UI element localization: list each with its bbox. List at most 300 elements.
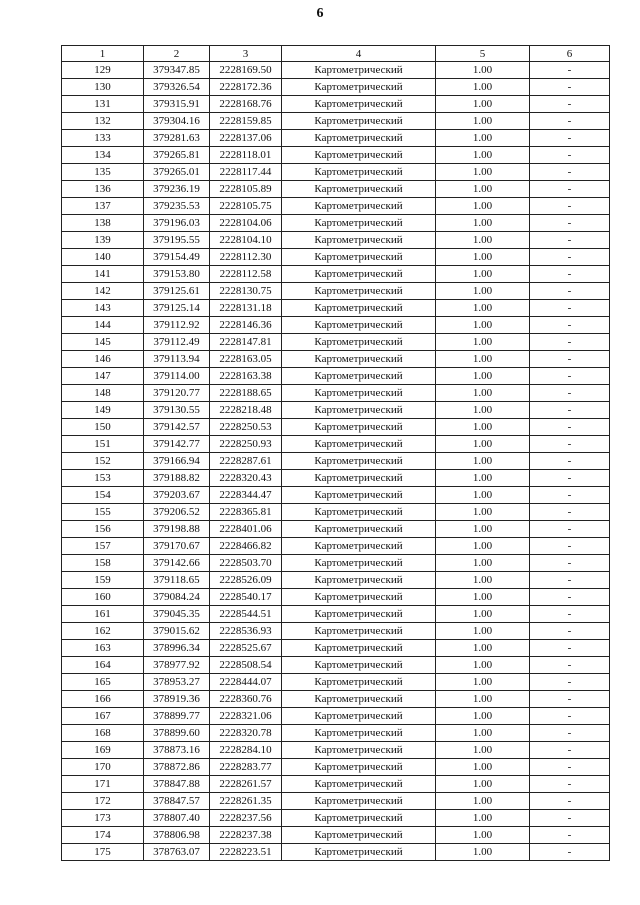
cell-accuracy: 1.00 bbox=[436, 572, 530, 589]
cell-description: - bbox=[530, 640, 610, 657]
cell-y: 2228104.06 bbox=[210, 215, 282, 232]
cell-point-number: 145 bbox=[62, 334, 144, 351]
cell-y: 2228168.76 bbox=[210, 96, 282, 113]
cell-method: Картометрический bbox=[282, 844, 436, 861]
cell-accuracy: 1.00 bbox=[436, 623, 530, 640]
cell-method: Картометрический bbox=[282, 759, 436, 776]
cell-description: - bbox=[530, 453, 610, 470]
cell-accuracy: 1.00 bbox=[436, 776, 530, 793]
cell-accuracy: 1.00 bbox=[436, 368, 530, 385]
cell-point-number: 162 bbox=[62, 623, 144, 640]
cell-accuracy: 1.00 bbox=[436, 589, 530, 606]
cell-accuracy: 1.00 bbox=[436, 742, 530, 759]
cell-method: Картометрический bbox=[282, 436, 436, 453]
cell-method: Картометрический bbox=[282, 351, 436, 368]
table-row bbox=[62, 827, 610, 844]
cell-point-number: 154 bbox=[62, 487, 144, 504]
table-row bbox=[62, 317, 610, 334]
cell-y: 2228250.93 bbox=[210, 436, 282, 453]
cell-point-number: 172 bbox=[62, 793, 144, 810]
table-row bbox=[62, 266, 610, 283]
cell-y: 2228283.77 bbox=[210, 759, 282, 776]
cell-method: Картометрический bbox=[282, 402, 436, 419]
table-row bbox=[62, 470, 610, 487]
cell-point-number: 143 bbox=[62, 300, 144, 317]
cell-method: Картометрический bbox=[282, 504, 436, 521]
table-row bbox=[62, 283, 610, 300]
cell-description: - bbox=[530, 844, 610, 861]
cell-method: Картометрический bbox=[282, 606, 436, 623]
cell-x: 379045.35 bbox=[144, 606, 210, 623]
cell-description: - bbox=[530, 317, 610, 334]
cell-description: - bbox=[530, 504, 610, 521]
cell-y: 2228261.35 bbox=[210, 793, 282, 810]
cell-method: Картометрический bbox=[282, 266, 436, 283]
cell-accuracy: 1.00 bbox=[436, 334, 530, 351]
cell-accuracy: 1.00 bbox=[436, 113, 530, 130]
cell-accuracy: 1.00 bbox=[436, 691, 530, 708]
cell-accuracy: 1.00 bbox=[436, 198, 530, 215]
cell-x: 378807.40 bbox=[144, 810, 210, 827]
cell-accuracy: 1.00 bbox=[436, 79, 530, 96]
cell-point-number: 138 bbox=[62, 215, 144, 232]
cell-x: 379206.52 bbox=[144, 504, 210, 521]
cell-description: - bbox=[530, 283, 610, 300]
table-row bbox=[62, 300, 610, 317]
cell-x: 379125.61 bbox=[144, 283, 210, 300]
cell-point-number: 175 bbox=[62, 844, 144, 861]
cell-point-number: 174 bbox=[62, 827, 144, 844]
cell-y: 2228344.47 bbox=[210, 487, 282, 504]
coordinates-table bbox=[61, 45, 610, 861]
cell-description: - bbox=[530, 572, 610, 589]
cell-method: Картометрический bbox=[282, 113, 436, 130]
cell-point-number: 131 bbox=[62, 96, 144, 113]
table-row bbox=[62, 538, 610, 555]
cell-point-number: 146 bbox=[62, 351, 144, 368]
cell-x: 379315.91 bbox=[144, 96, 210, 113]
cell-method: Картометрический bbox=[282, 300, 436, 317]
cell-method: Картометрический bbox=[282, 368, 436, 385]
cell-x: 379015.62 bbox=[144, 623, 210, 640]
cell-description: - bbox=[530, 589, 610, 606]
table-row bbox=[62, 402, 610, 419]
table-row bbox=[62, 555, 610, 572]
cell-y: 2228188.65 bbox=[210, 385, 282, 402]
cell-description: - bbox=[530, 759, 610, 776]
table-row bbox=[62, 759, 610, 776]
cell-method: Картометрический bbox=[282, 487, 436, 504]
cell-method: Картометрический bbox=[282, 538, 436, 555]
cell-accuracy: 1.00 bbox=[436, 317, 530, 334]
cell-x: 379188.82 bbox=[144, 470, 210, 487]
table-row bbox=[62, 164, 610, 181]
cell-method: Картометрический bbox=[282, 130, 436, 147]
cell-point-number: 158 bbox=[62, 555, 144, 572]
table-row bbox=[62, 62, 610, 79]
cell-x: 379118.65 bbox=[144, 572, 210, 589]
table-row bbox=[62, 572, 610, 589]
cell-point-number: 171 bbox=[62, 776, 144, 793]
cell-y: 2228544.51 bbox=[210, 606, 282, 623]
cell-point-number: 141 bbox=[62, 266, 144, 283]
cell-y: 2228112.58 bbox=[210, 266, 282, 283]
cell-x: 378919.36 bbox=[144, 691, 210, 708]
cell-method: Картометрический bbox=[282, 776, 436, 793]
cell-description: - bbox=[530, 249, 610, 266]
cell-y: 2228508.54 bbox=[210, 657, 282, 674]
cell-accuracy: 1.00 bbox=[436, 300, 530, 317]
cell-description: - bbox=[530, 487, 610, 504]
cell-accuracy: 1.00 bbox=[436, 504, 530, 521]
cell-y: 2228159.85 bbox=[210, 113, 282, 130]
cell-method: Картометрический bbox=[282, 147, 436, 164]
cell-y: 2228525.67 bbox=[210, 640, 282, 657]
cell-point-number: 142 bbox=[62, 283, 144, 300]
cell-x: 379196.03 bbox=[144, 215, 210, 232]
cell-x: 378977.92 bbox=[144, 657, 210, 674]
cell-method: Картометрический bbox=[282, 215, 436, 232]
table-header bbox=[62, 46, 610, 62]
cell-y: 2228466.82 bbox=[210, 538, 282, 555]
cell-point-number: 148 bbox=[62, 385, 144, 402]
cell-x: 379113.94 bbox=[144, 351, 210, 368]
cell-y: 2228112.30 bbox=[210, 249, 282, 266]
cell-method: Картометрический bbox=[282, 385, 436, 402]
cell-method: Картометрический bbox=[282, 96, 436, 113]
cell-method: Картометрический bbox=[282, 334, 436, 351]
cell-method: Картометрический bbox=[282, 419, 436, 436]
cell-y: 2228401.06 bbox=[210, 521, 282, 538]
cell-method: Картометрический bbox=[282, 555, 436, 572]
cell-x: 379198.88 bbox=[144, 521, 210, 538]
table-row bbox=[62, 691, 610, 708]
cell-accuracy: 1.00 bbox=[436, 657, 530, 674]
column-header-y: 3 bbox=[210, 46, 282, 62]
cell-method: Картометрический bbox=[282, 623, 436, 640]
cell-accuracy: 1.00 bbox=[436, 606, 530, 623]
table-row bbox=[62, 232, 610, 249]
cell-accuracy: 1.00 bbox=[436, 402, 530, 419]
cell-point-number: 144 bbox=[62, 317, 144, 334]
cell-description: - bbox=[530, 810, 610, 827]
cell-accuracy: 1.00 bbox=[436, 232, 530, 249]
cell-point-number: 168 bbox=[62, 725, 144, 742]
cell-accuracy: 1.00 bbox=[436, 759, 530, 776]
cell-method: Картометрический bbox=[282, 725, 436, 742]
cell-method: Картометрический bbox=[282, 249, 436, 266]
column-header-x: 2 bbox=[144, 46, 210, 62]
cell-point-number: 140 bbox=[62, 249, 144, 266]
cell-method: Картометрический bbox=[282, 470, 436, 487]
cell-x: 379114.00 bbox=[144, 368, 210, 385]
cell-description: - bbox=[530, 623, 610, 640]
cell-description: - bbox=[530, 776, 610, 793]
table-row bbox=[62, 708, 610, 725]
cell-method: Картометрический bbox=[282, 793, 436, 810]
cell-point-number: 159 bbox=[62, 572, 144, 589]
cell-description: - bbox=[530, 674, 610, 691]
table-row bbox=[62, 198, 610, 215]
cell-x: 379112.92 bbox=[144, 317, 210, 334]
cell-x: 379112.49 bbox=[144, 334, 210, 351]
cell-description: - bbox=[530, 266, 610, 283]
cell-point-number: 170 bbox=[62, 759, 144, 776]
cell-point-number: 163 bbox=[62, 640, 144, 657]
cell-method: Картометрический bbox=[282, 657, 436, 674]
cell-accuracy: 1.00 bbox=[436, 538, 530, 555]
cell-description: - bbox=[530, 147, 610, 164]
cell-method: Картометрический bbox=[282, 572, 436, 589]
cell-description: - bbox=[530, 793, 610, 810]
cell-y: 2228131.18 bbox=[210, 300, 282, 317]
cell-y: 2228321.06 bbox=[210, 708, 282, 725]
cell-point-number: 130 bbox=[62, 79, 144, 96]
table-row bbox=[62, 487, 610, 504]
table-row bbox=[62, 640, 610, 657]
page-number: 6 bbox=[316, 6, 324, 21]
cell-description: - bbox=[530, 606, 610, 623]
cell-accuracy: 1.00 bbox=[436, 130, 530, 147]
cell-x: 379166.94 bbox=[144, 453, 210, 470]
cell-description: - bbox=[530, 742, 610, 759]
cell-method: Картометрический bbox=[282, 317, 436, 334]
cell-y: 2228250.53 bbox=[210, 419, 282, 436]
cell-point-number: 156 bbox=[62, 521, 144, 538]
table-row bbox=[62, 589, 610, 606]
cell-point-number: 173 bbox=[62, 810, 144, 827]
cell-x: 378872.86 bbox=[144, 759, 210, 776]
table-row bbox=[62, 436, 610, 453]
table-row bbox=[62, 776, 610, 793]
cell-x: 379120.77 bbox=[144, 385, 210, 402]
cell-x: 379326.54 bbox=[144, 79, 210, 96]
cell-y: 2228223.51 bbox=[210, 844, 282, 861]
cell-description: - bbox=[530, 657, 610, 674]
cell-x: 378847.57 bbox=[144, 793, 210, 810]
cell-y: 2228117.44 bbox=[210, 164, 282, 181]
cell-method: Картометрический bbox=[282, 640, 436, 657]
cell-y: 2228172.36 bbox=[210, 79, 282, 96]
table-row bbox=[62, 334, 610, 351]
cell-accuracy: 1.00 bbox=[436, 708, 530, 725]
cell-point-number: 164 bbox=[62, 657, 144, 674]
cell-point-number: 161 bbox=[62, 606, 144, 623]
cell-x: 379142.57 bbox=[144, 419, 210, 436]
cell-x: 379304.16 bbox=[144, 113, 210, 130]
table-row bbox=[62, 657, 610, 674]
cell-description: - bbox=[530, 419, 610, 436]
cell-x: 379170.67 bbox=[144, 538, 210, 555]
table-row bbox=[62, 96, 610, 113]
cell-x: 379281.63 bbox=[144, 130, 210, 147]
cell-method: Картометрический bbox=[282, 589, 436, 606]
cell-description: - bbox=[530, 215, 610, 232]
table-row bbox=[62, 674, 610, 691]
cell-x: 378953.27 bbox=[144, 674, 210, 691]
cell-description: - bbox=[530, 164, 610, 181]
table-row bbox=[62, 385, 610, 402]
cell-y: 2228218.48 bbox=[210, 402, 282, 419]
cell-accuracy: 1.00 bbox=[436, 555, 530, 572]
cell-y: 2228320.78 bbox=[210, 725, 282, 742]
cell-description: - bbox=[530, 368, 610, 385]
table-row bbox=[62, 130, 610, 147]
column-header-description: 6 bbox=[530, 46, 610, 62]
table-row bbox=[62, 351, 610, 368]
cell-method: Картометрический bbox=[282, 521, 436, 538]
cell-method: Картометрический bbox=[282, 708, 436, 725]
cell-y: 2228130.75 bbox=[210, 283, 282, 300]
cell-x: 379265.01 bbox=[144, 164, 210, 181]
cell-point-number: 150 bbox=[62, 419, 144, 436]
cell-y: 2228320.43 bbox=[210, 470, 282, 487]
cell-method: Картометрический bbox=[282, 827, 436, 844]
cell-x: 378873.16 bbox=[144, 742, 210, 759]
cell-description: - bbox=[530, 708, 610, 725]
cell-point-number: 134 bbox=[62, 147, 144, 164]
table-row bbox=[62, 504, 610, 521]
cell-method: Картометрический bbox=[282, 742, 436, 759]
cell-y: 2228360.76 bbox=[210, 691, 282, 708]
cell-y: 2228237.38 bbox=[210, 827, 282, 844]
table-row bbox=[62, 606, 610, 623]
cell-method: Картометрический bbox=[282, 691, 436, 708]
cell-accuracy: 1.00 bbox=[436, 164, 530, 181]
cell-y: 2228104.10 bbox=[210, 232, 282, 249]
cell-y: 2228137.06 bbox=[210, 130, 282, 147]
cell-point-number: 152 bbox=[62, 453, 144, 470]
cell-x: 378763.07 bbox=[144, 844, 210, 861]
cell-point-number: 133 bbox=[62, 130, 144, 147]
column-header-accuracy: 5 bbox=[436, 46, 530, 62]
table-row bbox=[62, 521, 610, 538]
cell-accuracy: 1.00 bbox=[436, 283, 530, 300]
cell-description: - bbox=[530, 130, 610, 147]
cell-description: - bbox=[530, 96, 610, 113]
cell-x: 379203.67 bbox=[144, 487, 210, 504]
table-row bbox=[62, 215, 610, 232]
cell-y: 2228284.10 bbox=[210, 742, 282, 759]
cell-y: 2228365.81 bbox=[210, 504, 282, 521]
cell-point-number: 136 bbox=[62, 181, 144, 198]
cell-x: 379154.49 bbox=[144, 249, 210, 266]
cell-x: 379236.19 bbox=[144, 181, 210, 198]
cell-accuracy: 1.00 bbox=[436, 62, 530, 79]
table-row bbox=[62, 147, 610, 164]
table-row bbox=[62, 79, 610, 96]
cell-description: - bbox=[530, 725, 610, 742]
cell-point-number: 153 bbox=[62, 470, 144, 487]
cell-accuracy: 1.00 bbox=[436, 793, 530, 810]
table-row bbox=[62, 249, 610, 266]
cell-y: 2228536.93 bbox=[210, 623, 282, 640]
cell-x: 378996.34 bbox=[144, 640, 210, 657]
cell-point-number: 149 bbox=[62, 402, 144, 419]
cell-x: 379142.66 bbox=[144, 555, 210, 572]
cell-accuracy: 1.00 bbox=[436, 436, 530, 453]
cell-y: 2228261.57 bbox=[210, 776, 282, 793]
cell-x: 379125.14 bbox=[144, 300, 210, 317]
column-header-point-number: 1 bbox=[62, 46, 144, 62]
cell-description: - bbox=[530, 470, 610, 487]
cell-point-number: 139 bbox=[62, 232, 144, 249]
cell-accuracy: 1.00 bbox=[436, 419, 530, 436]
cell-y: 2228105.89 bbox=[210, 181, 282, 198]
cell-x: 378899.77 bbox=[144, 708, 210, 725]
cell-description: - bbox=[530, 538, 610, 555]
cell-description: - bbox=[530, 62, 610, 79]
table-body bbox=[62, 62, 610, 861]
table-row bbox=[62, 419, 610, 436]
cell-method: Картометрический bbox=[282, 198, 436, 215]
cell-x: 379195.55 bbox=[144, 232, 210, 249]
cell-accuracy: 1.00 bbox=[436, 453, 530, 470]
cell-description: - bbox=[530, 181, 610, 198]
cell-y: 2228169.50 bbox=[210, 62, 282, 79]
cell-description: - bbox=[530, 300, 610, 317]
cell-accuracy: 1.00 bbox=[436, 810, 530, 827]
table-row bbox=[62, 810, 610, 827]
cell-x: 379130.55 bbox=[144, 402, 210, 419]
table-row bbox=[62, 368, 610, 385]
cell-point-number: 155 bbox=[62, 504, 144, 521]
cell-x: 379084.24 bbox=[144, 589, 210, 606]
table-row bbox=[62, 844, 610, 861]
cell-method: Картометрический bbox=[282, 62, 436, 79]
cell-description: - bbox=[530, 691, 610, 708]
cell-x: 379235.53 bbox=[144, 198, 210, 215]
cell-y: 2228287.61 bbox=[210, 453, 282, 470]
cell-x: 379265.81 bbox=[144, 147, 210, 164]
cell-description: - bbox=[530, 385, 610, 402]
table-row bbox=[62, 742, 610, 759]
cell-method: Картометрический bbox=[282, 453, 436, 470]
cell-method: Картометрический bbox=[282, 232, 436, 249]
cell-x: 379347.85 bbox=[144, 62, 210, 79]
cell-point-number: 147 bbox=[62, 368, 144, 385]
table-row bbox=[62, 793, 610, 810]
cell-accuracy: 1.00 bbox=[436, 385, 530, 402]
cell-description: - bbox=[530, 521, 610, 538]
table-row bbox=[62, 181, 610, 198]
cell-accuracy: 1.00 bbox=[436, 640, 530, 657]
cell-accuracy: 1.00 bbox=[436, 827, 530, 844]
cell-point-number: 169 bbox=[62, 742, 144, 759]
cell-accuracy: 1.00 bbox=[436, 181, 530, 198]
table-row bbox=[62, 453, 610, 470]
table-row bbox=[62, 725, 610, 742]
cell-description: - bbox=[530, 79, 610, 96]
cell-method: Картометрический bbox=[282, 810, 436, 827]
cell-accuracy: 1.00 bbox=[436, 470, 530, 487]
cell-accuracy: 1.00 bbox=[436, 249, 530, 266]
cell-description: - bbox=[530, 113, 610, 130]
cell-description: - bbox=[530, 402, 610, 419]
cell-y: 2228118.01 bbox=[210, 147, 282, 164]
cell-y: 2228163.05 bbox=[210, 351, 282, 368]
cell-x: 379153.80 bbox=[144, 266, 210, 283]
cell-accuracy: 1.00 bbox=[436, 351, 530, 368]
cell-description: - bbox=[530, 232, 610, 249]
cell-point-number: 167 bbox=[62, 708, 144, 725]
cell-method: Картометрический bbox=[282, 283, 436, 300]
cell-accuracy: 1.00 bbox=[436, 725, 530, 742]
cell-point-number: 166 bbox=[62, 691, 144, 708]
cell-x: 379142.77 bbox=[144, 436, 210, 453]
cell-description: - bbox=[530, 555, 610, 572]
cell-x: 378899.60 bbox=[144, 725, 210, 742]
